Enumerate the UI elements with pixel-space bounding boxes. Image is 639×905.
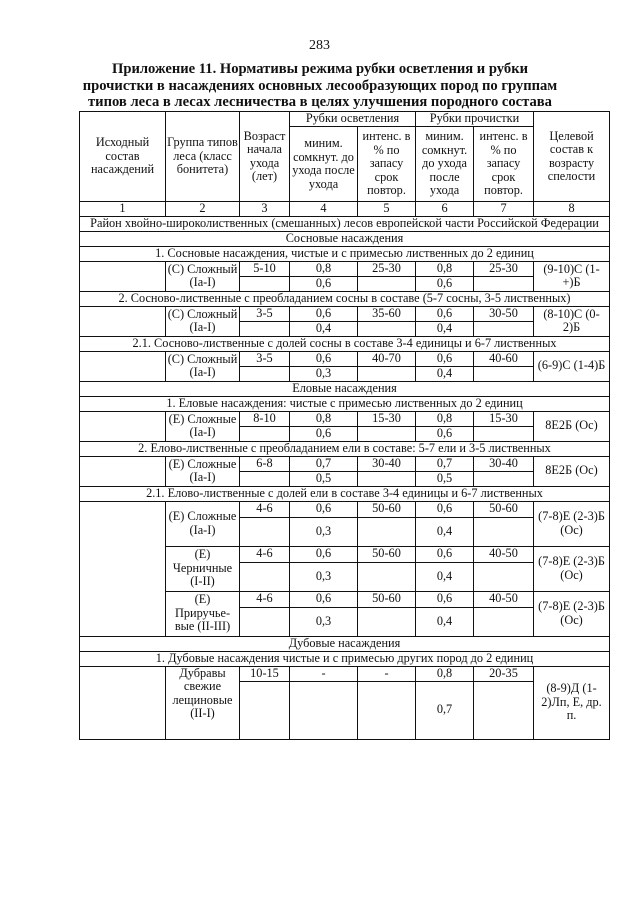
empty-cell [358, 471, 416, 486]
empty-cell [358, 681, 416, 739]
section-row [80, 231, 610, 246]
thinning-density-after: 0,4 [416, 366, 474, 381]
start-age: 3-5 [240, 351, 290, 366]
empty-cell [474, 517, 534, 546]
thinning-density-after: 0,6 [416, 276, 474, 291]
empty-cell [290, 681, 358, 739]
table-row [80, 666, 610, 681]
thinning-intensity: 40-50 [474, 591, 534, 607]
empty-cell [80, 411, 166, 441]
section-heading-pine: Сосновые насаждения [80, 231, 610, 246]
cleaning-density-before: 0,8 [290, 261, 358, 276]
table-row [80, 501, 610, 517]
empty-cell [80, 501, 166, 636]
thinning-density-before: 0,7 [416, 456, 474, 471]
cleaning-density-before: 0,7 [290, 456, 358, 471]
column-number: 7 [474, 202, 534, 217]
empty-cell [358, 321, 416, 336]
cleaning-density-before: 0,6 [290, 306, 358, 321]
thinning-intensity: 40-60 [474, 351, 534, 366]
cleaning-density-before: - [290, 666, 358, 681]
cleaning-density-after: 0,4 [290, 321, 358, 336]
subsection-row [80, 246, 610, 261]
forest-type-group: (Е) Черничные (I-II) [166, 546, 240, 591]
column-number: 1 [80, 202, 166, 217]
column-number: 4 [290, 202, 358, 217]
forest-type-group: (Е) Приручье- вые (II-III) [166, 591, 240, 636]
empty-cell [240, 366, 290, 381]
empty-cell [474, 681, 534, 739]
thinning-intensity: 25-30 [474, 261, 534, 276]
thinning-density-before: 0,6 [416, 501, 474, 517]
header-forest-type-group: Группа типов леса (класс бонитета) [166, 112, 240, 202]
thinning-density-after: 0,4 [416, 562, 474, 591]
column-number-row [80, 202, 610, 217]
subsection-heading: 1. Еловые насаждения: чистые с примесью лиственных до 2 единиц [80, 396, 610, 411]
header-cleaning-intensity: интенс. в % по запасу срок повтор. [358, 127, 416, 202]
empty-cell [240, 276, 290, 291]
thinning-density-before: 0,6 [416, 351, 474, 366]
cleaning-density-after: 0,3 [290, 562, 358, 591]
forest-type-group: Дубравы свежие лещиновые (II-I) [166, 666, 240, 739]
cleaning-density-after: 0,6 [290, 276, 358, 291]
empty-cell [80, 456, 166, 486]
cleaning-density-before: 0,6 [290, 546, 358, 562]
empty-cell [80, 306, 166, 336]
table-row [80, 351, 610, 366]
empty-cell [80, 351, 166, 381]
empty-cell [474, 276, 534, 291]
thinning-intensity: 50-60 [474, 501, 534, 517]
subsection-row [80, 486, 610, 501]
empty-cell [358, 366, 416, 381]
cleaning-density-before: 0,6 [290, 351, 358, 366]
empty-cell [474, 562, 534, 591]
empty-cell [240, 681, 290, 739]
forest-type-group: (С) Сложный (Iа-I) [166, 306, 240, 336]
start-age: 4-6 [240, 591, 290, 607]
thinning-density-before: 0,6 [416, 591, 474, 607]
header-row [80, 112, 610, 127]
thinning-density-before: 0,8 [416, 411, 474, 426]
page-title: Приложение 11. Нормативы режима рубки осветления и рубки прочистки в насаждениях основных лесообразующих пород по группам типов леса в лесах лесничества в целях улучшения породного состава [82, 61, 558, 110]
empty-cell [474, 471, 534, 486]
header-cleaning-min-density: миним. сомкнут. до ухода после ухода [290, 127, 358, 202]
subsection-row [80, 336, 610, 351]
empty-cell [474, 321, 534, 336]
header-initial-composition: Исходный состав насаждений [80, 112, 166, 202]
subsection-row [80, 441, 610, 456]
thinning-intensity: 20-35 [474, 666, 534, 681]
thinning-intensity: 40-50 [474, 546, 534, 562]
column-number: 5 [358, 202, 416, 217]
thinning-density-after: 0,4 [416, 607, 474, 636]
thinning-intensity: 30-50 [474, 306, 534, 321]
forest-type-group: (С) Сложный (Iа-I) [166, 351, 240, 381]
start-age: 6-8 [240, 456, 290, 471]
cleaning-density-after: 0,3 [290, 517, 358, 546]
subsection-heading: 1. Дубовые насаждения чистые и с примесью других пород до 2 единиц [80, 651, 610, 666]
header-thinning-group: Рубки прочистки [416, 112, 534, 127]
cleaning-intensity: 50-60 [358, 546, 416, 562]
empty-cell [358, 607, 416, 636]
start-age: 3-5 [240, 306, 290, 321]
target-composition: 8Е2Б (Ос) [534, 456, 610, 486]
empty-cell [474, 607, 534, 636]
cleaning-density-after: 0,3 [290, 607, 358, 636]
empty-cell [240, 607, 290, 636]
subsection-heading: 1. Сосновые насаждения, чистые и с примесью лиственных до 2 единиц [80, 246, 610, 261]
subsection-heading: 2. Сосново-лиственные с преобладанием сосны в составе (5-7 сосны, 3-5 лиственных) [80, 291, 610, 306]
header-start-age: Возраст начала ухода (лет) [240, 112, 290, 202]
thinning-density-before: 0,8 [416, 666, 474, 681]
empty-cell [358, 426, 416, 441]
region-heading: Район хвойно-широколиственных (смешанных) лесов европейской части Российской Федерации [80, 217, 610, 232]
start-age: 5-10 [240, 261, 290, 276]
empty-cell [240, 562, 290, 591]
target-composition: (7-8)Е (2-3)Б (Ос) [534, 546, 610, 591]
table-row [80, 456, 610, 471]
empty-cell [358, 517, 416, 546]
cleaning-intensity: 25-30 [358, 261, 416, 276]
empty-cell [474, 366, 534, 381]
header-target-composition: Целевой состав к возрасту спелости [534, 112, 610, 202]
target-composition: 8Е2Б (Ос) [534, 411, 610, 441]
start-age: 10-15 [240, 666, 290, 681]
section-heading-spruce: Еловые насаждения [80, 381, 610, 396]
subsection-row [80, 396, 610, 411]
cleaning-intensity: 50-60 [358, 591, 416, 607]
table-row [80, 261, 610, 276]
thinning-density-before: 0,6 [416, 306, 474, 321]
target-composition: (7-8)Е (2-3)Б (Ос) [534, 591, 610, 636]
cleaning-density-before: 0,8 [290, 411, 358, 426]
empty-cell [358, 562, 416, 591]
cleaning-density-after: 0,3 [290, 366, 358, 381]
subsection-heading: 2.1. Сосново-лиственные с долей сосны в составе 3-4 единицы и 6-7 лиственных [80, 336, 610, 351]
target-composition: (6-9)С (1-4)Б [534, 351, 610, 381]
column-number: 6 [416, 202, 474, 217]
section-row [80, 381, 610, 396]
empty-cell [240, 426, 290, 441]
region-row [80, 217, 610, 232]
thinning-density-after: 0,6 [416, 426, 474, 441]
forest-type-group: (С) Сложный (Iа-I) [166, 261, 240, 291]
subsection-row [80, 291, 610, 306]
cleaning-intensity: 50-60 [358, 501, 416, 517]
thinning-intensity: 30-40 [474, 456, 534, 471]
start-age: 4-6 [240, 501, 290, 517]
target-composition: (9-10)С (1-+)Б [534, 261, 610, 291]
thinning-density-before: 0,8 [416, 261, 474, 276]
header-cleaning-group: Рубки осветления [290, 112, 416, 127]
empty-cell [240, 471, 290, 486]
page-number: 283 [309, 38, 330, 53]
cleaning-intensity: 30-40 [358, 456, 416, 471]
thinning-density-before: 0,6 [416, 546, 474, 562]
norms-table [79, 111, 610, 740]
cleaning-density-after: 0,5 [290, 471, 358, 486]
target-composition: (8-10)С (0-2)Б [534, 306, 610, 336]
empty-cell [80, 261, 166, 291]
empty-cell [80, 666, 166, 739]
thinning-intensity: 15-30 [474, 411, 534, 426]
start-age: 4-6 [240, 546, 290, 562]
column-number: 2 [166, 202, 240, 217]
cleaning-intensity: - [358, 666, 416, 681]
empty-cell [474, 426, 534, 441]
column-number: 3 [240, 202, 290, 217]
header-thinning-min-density: миним. сомкнут. до ухода после ухода [416, 127, 474, 202]
thinning-density-after: 0,7 [416, 681, 474, 739]
thinning-density-after: 0,5 [416, 471, 474, 486]
thinning-density-after: 0,4 [416, 517, 474, 546]
header-thinning-intensity: интенс. в % по запасу срок повтор. [474, 127, 534, 202]
start-age: 8-10 [240, 411, 290, 426]
subsection-heading: 2.1. Елово-лиственные с долей ели в составе 3-4 единицы и 6-7 лиственных [80, 486, 610, 501]
section-heading-oak: Дубовые насаждения [80, 636, 610, 651]
table-row [80, 411, 610, 426]
cleaning-intensity: 35-60 [358, 306, 416, 321]
target-composition: (7-8)Е (2-3)Б (Ос) [534, 501, 610, 546]
cleaning-intensity: 15-30 [358, 411, 416, 426]
column-number: 8 [534, 202, 610, 217]
section-row [80, 636, 610, 651]
table-row [80, 306, 610, 321]
cleaning-intensity: 40-70 [358, 351, 416, 366]
empty-cell [240, 321, 290, 336]
subsection-row [80, 651, 610, 666]
empty-cell [240, 517, 290, 546]
target-composition: (8-9)Д (1-2)Лп, Е, др. п. [534, 666, 610, 739]
forest-type-group: (Е) Сложные (Iа-I) [166, 456, 240, 486]
cleaning-density-after: 0,6 [290, 426, 358, 441]
forest-type-group: (Е) Сложные (Iа-I) [166, 411, 240, 441]
subsection-heading: 2. Елово-лиственные с преобладанием ели в составе: 5-7 ели и 3-5 лиственных [80, 441, 610, 456]
forest-type-group: (Е) Сложные (Iа-I) [166, 501, 240, 546]
cleaning-density-before: 0,6 [290, 591, 358, 607]
cleaning-density-before: 0,6 [290, 501, 358, 517]
thinning-density-after: 0,4 [416, 321, 474, 336]
empty-cell [358, 276, 416, 291]
